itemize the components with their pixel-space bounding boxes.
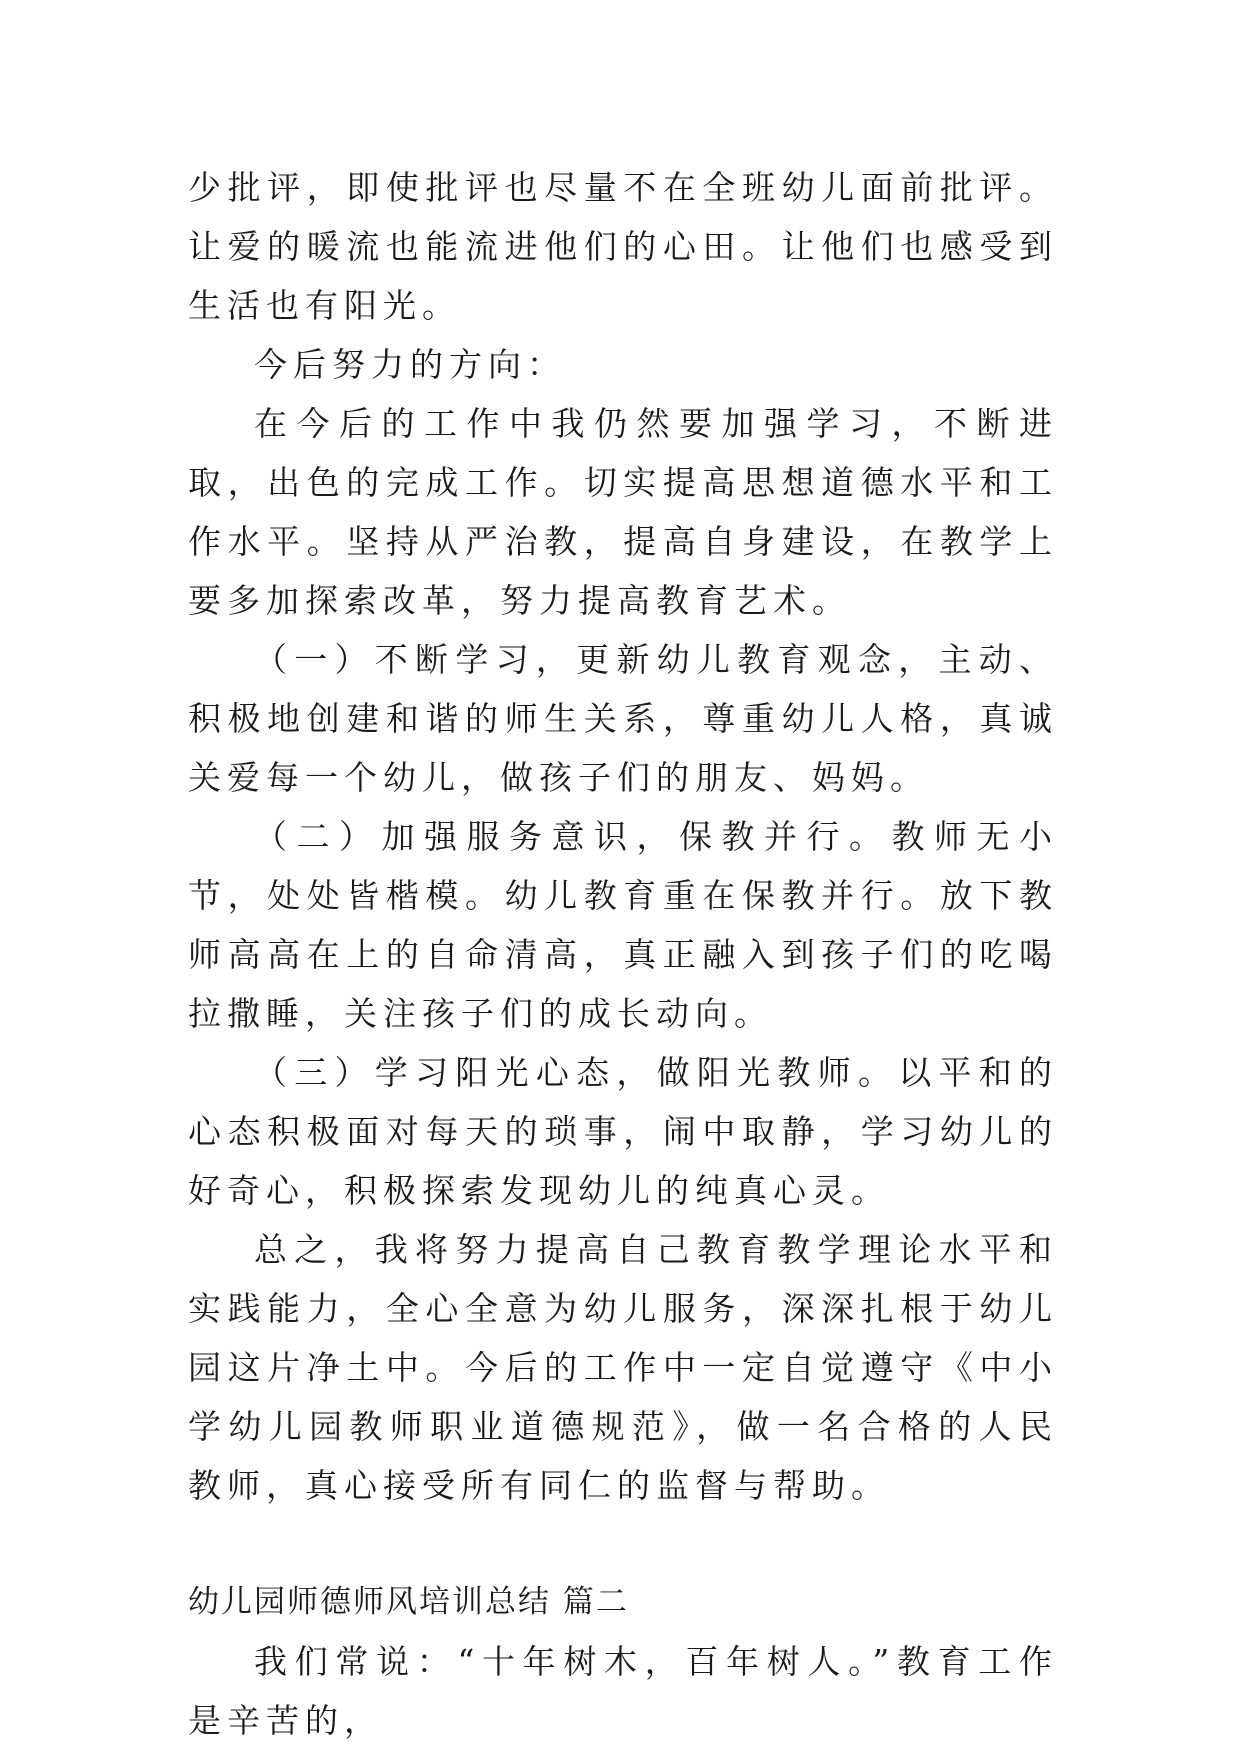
paragraph-point-one: （一）不断学习，更新幼儿教育观念，主动、积极地创建和谐的师生关系，尊重幼儿人格，真诚关爱每一个幼儿，做孩子们的朋友、妈妈。 [188, 640, 1058, 797]
section-heading: 幼儿园师德师风培训总结 篇二 [188, 1584, 629, 1620]
paragraph-section-two-opening: 我们常说：“十年树木，百年树人。”教育工作是辛苦的， [188, 1642, 1058, 1740]
paragraph-continuation: 少批评，即使批评也尽量不在全班幼儿面前批评。让爱的暖流也能流进他们的心田。让他们也感受到生活也有阳光。 [188, 168, 1058, 325]
paragraph-summary: 总之，我将努力提高自己教育教学理论水平和实践能力，全心全意为幼儿服务，深深扎根于幼儿园这片净土中。今后的工作中一定自觉遵守《中小学幼儿园教师职业道德规范》，做一名合格的人民教师，真心接受所有同仁的监督与帮助。 [188, 1230, 1058, 1505]
paragraph-future-work: 在今后的工作中我仍然要加强学习，不断进取，出色的完成工作。切实提高思想道德水平和工作水平。坚持从严治教，提高自身建设，在教学上要多加探索改革，努力提高教育艺术。 [188, 404, 1058, 620]
document-body [188, 158, 1058, 1750]
paragraph-point-three: （三）学习阳光心态，做阳光教师。以平和的心态积极面对每天的琐事，闹中取静，学习幼儿的好奇心，积极探索发现幼儿的纯真心灵。 [188, 1053, 1058, 1210]
paragraph-direction-heading: 今后努力的方向： [254, 345, 566, 384]
paragraph-point-two: （二）加强服务意识，保教并行。教师无小节，处处皆楷模。幼儿教育重在保教并行。放下教师高高在上的自命清高，真正融入到孩子们的吃喝拉撒睡，关注孩子们的成长动向。 [188, 817, 1058, 1033]
